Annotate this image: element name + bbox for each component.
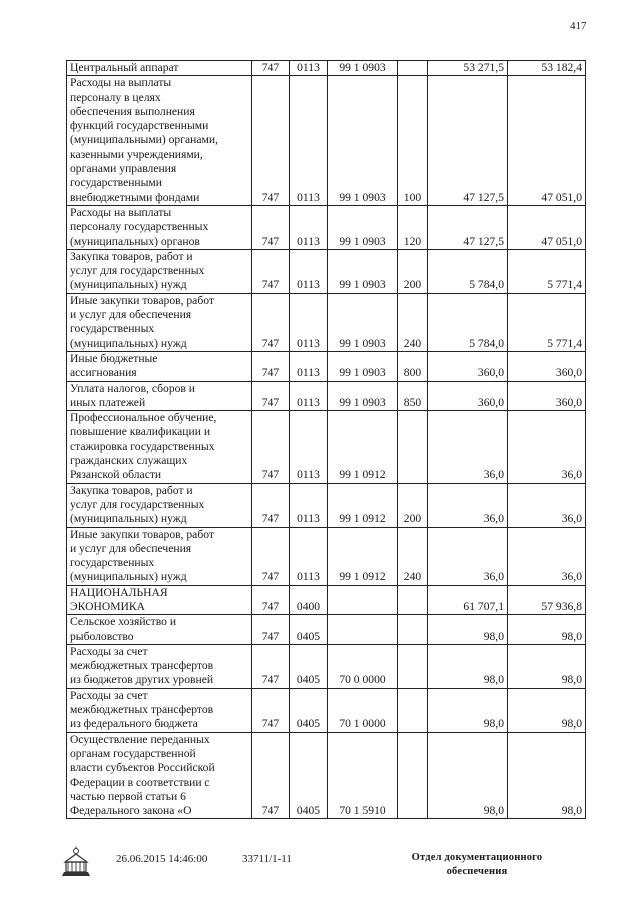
ministry-code-cell: 747 xyxy=(252,205,290,249)
ministry-code-cell: 747 xyxy=(252,293,290,351)
expense-kind-cell: 120 xyxy=(398,205,428,249)
row-name-cell: Иные закупки товаров, работ и услуг для обеспечения государственных (муниципальных) нужд xyxy=(67,293,252,351)
page-number: 417 xyxy=(570,20,587,32)
row-name-cell: Расходы на выплаты персоналу в целях обеспечения выполнения функций государственными (муниципальными) органами, казенными учреждениями, органами управления государственными внебюджетными фондами xyxy=(67,76,252,206)
sum-actual-cell: 360,0 xyxy=(508,351,586,381)
table-row xyxy=(67,644,586,688)
table-row xyxy=(67,483,586,527)
ministry-code-cell: 747 xyxy=(252,527,290,585)
section-code-cell: 0113 xyxy=(290,76,328,206)
sum-actual-cell: 5 771,4 xyxy=(508,293,586,351)
sum-plan-cell: 360,0 xyxy=(428,381,508,411)
sum-plan-cell: 47 127,5 xyxy=(428,76,508,206)
sum-actual-cell: 98,0 xyxy=(508,688,586,732)
sum-plan-cell: 360,0 xyxy=(428,351,508,381)
table-row xyxy=(67,249,586,293)
sum-actual-cell: 36,0 xyxy=(508,527,586,585)
section-code-cell: 0113 xyxy=(290,411,328,483)
sum-actual-cell: 53 182,4 xyxy=(508,61,586,76)
ministry-code-cell: 747 xyxy=(252,615,290,645)
section-code-cell: 0405 xyxy=(290,644,328,688)
table-body xyxy=(67,61,586,819)
footer-doc-number: 33711/1-11 xyxy=(242,853,292,865)
target-code-cell: 99 1 0912 xyxy=(328,411,398,483)
section-code-cell: 0113 xyxy=(290,293,328,351)
expense-kind-cell: 200 xyxy=(398,483,428,527)
section-code-cell: 0113 xyxy=(290,351,328,381)
row-name-cell: Иные закупки товаров, работ и услуг для обеспечения государственных (муниципальных) нужд xyxy=(67,527,252,585)
row-name-cell: Расходы за счет межбюджетных трансфертов из бюджетов других уровней xyxy=(67,644,252,688)
target-code-cell: 70 1 0000 xyxy=(328,688,398,732)
table-row xyxy=(67,688,586,732)
table-row xyxy=(67,293,586,351)
section-code-cell: 0405 xyxy=(290,732,328,819)
row-name-cell: Сельское хозяйство и рыболовство xyxy=(67,615,252,645)
section-code-cell: 0113 xyxy=(290,527,328,585)
target-code-cell xyxy=(328,615,398,645)
sum-plan-cell: 61 707,1 xyxy=(428,585,508,615)
row-name-cell: Расходы за счет межбюджетных трансфертов из федерального бюджета xyxy=(67,688,252,732)
sum-plan-cell: 47 127,5 xyxy=(428,205,508,249)
ministry-code-cell: 747 xyxy=(252,411,290,483)
target-code-cell: 99 1 0912 xyxy=(328,483,398,527)
sum-actual-cell: 47 051,0 xyxy=(508,205,586,249)
table-row xyxy=(67,527,586,585)
row-name-cell: Расходы на выплаты персоналу государственных (муниципальных) органов xyxy=(67,205,252,249)
target-code-cell: 70 0 0000 xyxy=(328,644,398,688)
sum-plan-cell: 98,0 xyxy=(428,688,508,732)
sum-plan-cell: 53 271,5 xyxy=(428,61,508,76)
ministry-code-cell: 747 xyxy=(252,585,290,615)
section-code-cell: 0113 xyxy=(290,381,328,411)
sum-plan-cell: 98,0 xyxy=(428,644,508,688)
target-code-cell xyxy=(328,585,398,615)
expense-kind-cell xyxy=(398,644,428,688)
target-code-cell: 99 1 0903 xyxy=(328,205,398,249)
table-row xyxy=(67,615,586,645)
row-name-cell: Уплата налогов, сборов и иных платежей xyxy=(67,381,252,411)
expense-kind-cell: 850 xyxy=(398,381,428,411)
target-code-cell: 70 1 5910 xyxy=(328,732,398,819)
target-code-cell: 99 1 0903 xyxy=(328,293,398,351)
coat-of-arms-icon xyxy=(58,846,94,878)
sum-actual-cell: 98,0 xyxy=(508,615,586,645)
expense-kind-cell: 240 xyxy=(398,527,428,585)
sum-actual-cell: 57 936,8 xyxy=(508,585,586,615)
row-name-cell: Закупка товаров, работ и услуг для государственных (муниципальных) нужд xyxy=(67,483,252,527)
table-row xyxy=(67,585,586,615)
target-code-cell: 99 1 0912 xyxy=(328,527,398,585)
row-name-cell: Профессиональное обучение, повышение квалификации и стажировка государственных гражданских служащих Рязанской области xyxy=(67,411,252,483)
ministry-code-cell: 747 xyxy=(252,644,290,688)
target-code-cell: 99 1 0903 xyxy=(328,381,398,411)
stamp-line-1: Отдел документационного xyxy=(411,852,543,863)
row-name-cell: Центральный аппарат xyxy=(67,61,252,76)
row-name-cell: Осуществление переданных органам государственной власти субъектов Российской Федерации в соответствии с частью первой статьи 6 Федерального закона «О xyxy=(67,732,252,819)
budget-table xyxy=(66,60,586,819)
target-code-cell: 99 1 0903 xyxy=(328,76,398,206)
sum-plan-cell: 36,0 xyxy=(428,411,508,483)
expense-kind-cell: 240 xyxy=(398,293,428,351)
table-row xyxy=(67,732,586,819)
section-code-cell: 0113 xyxy=(290,483,328,527)
ministry-code-cell: 747 xyxy=(252,483,290,527)
expense-kind-cell xyxy=(398,585,428,615)
sum-actual-cell: 98,0 xyxy=(508,644,586,688)
table-row xyxy=(67,61,586,76)
row-name-cell: Иные бюджетные ассигнования xyxy=(67,351,252,381)
target-code-cell: 99 1 0903 xyxy=(328,61,398,76)
expense-kind-cell: 100 xyxy=(398,76,428,206)
expense-kind-cell: 200 xyxy=(398,249,428,293)
sum-plan-cell: 36,0 xyxy=(428,483,508,527)
sum-actual-cell: 36,0 xyxy=(508,483,586,527)
table-row xyxy=(67,411,586,483)
sum-plan-cell: 5 784,0 xyxy=(428,249,508,293)
sum-actual-cell: 98,0 xyxy=(508,732,586,819)
row-name-cell: Закупка товаров, работ и услуг для государственных (муниципальных) нужд xyxy=(67,249,252,293)
stamp-line-2: обеспечения xyxy=(446,866,508,877)
section-code-cell: 0405 xyxy=(290,688,328,732)
table-row xyxy=(67,76,586,206)
footer-datetime: 26.06.2015 14:46:00 xyxy=(116,853,208,865)
section-code-cell: 0113 xyxy=(290,205,328,249)
section-code-cell: 0405 xyxy=(290,615,328,645)
expense-kind-cell xyxy=(398,688,428,732)
section-code-cell: 0400 xyxy=(290,585,328,615)
expense-kind-cell xyxy=(398,61,428,76)
expense-kind-cell xyxy=(398,411,428,483)
department-stamp xyxy=(392,851,562,879)
table-row xyxy=(67,381,586,411)
expense-kind-cell: 800 xyxy=(398,351,428,381)
sum-actual-cell: 47 051,0 xyxy=(508,76,586,206)
target-code-cell: 99 1 0903 xyxy=(328,249,398,293)
ministry-code-cell: 747 xyxy=(252,688,290,732)
sum-plan-cell: 98,0 xyxy=(428,732,508,819)
target-code-cell: 99 1 0903 xyxy=(328,351,398,381)
section-code-cell: 0113 xyxy=(290,249,328,293)
ministry-code-cell: 747 xyxy=(252,76,290,206)
sum-actual-cell: 36,0 xyxy=(508,411,586,483)
sum-plan-cell: 98,0 xyxy=(428,615,508,645)
sum-actual-cell: 360,0 xyxy=(508,381,586,411)
sum-plan-cell: 36,0 xyxy=(428,527,508,585)
section-code-cell: 0113 xyxy=(290,61,328,76)
ministry-code-cell: 747 xyxy=(252,351,290,381)
sum-actual-cell: 5 771,4 xyxy=(508,249,586,293)
expense-kind-cell xyxy=(398,732,428,819)
table-row xyxy=(67,205,586,249)
ministry-code-cell: 747 xyxy=(252,61,290,76)
expense-kind-cell xyxy=(398,615,428,645)
table-row xyxy=(67,351,586,381)
row-name-cell: НАЦИОНАЛЬНАЯ ЭКОНОМИКА xyxy=(67,585,252,615)
ministry-code-cell: 747 xyxy=(252,381,290,411)
ministry-code-cell: 747 xyxy=(252,732,290,819)
sum-plan-cell: 5 784,0 xyxy=(428,293,508,351)
ministry-code-cell: 747 xyxy=(252,249,290,293)
